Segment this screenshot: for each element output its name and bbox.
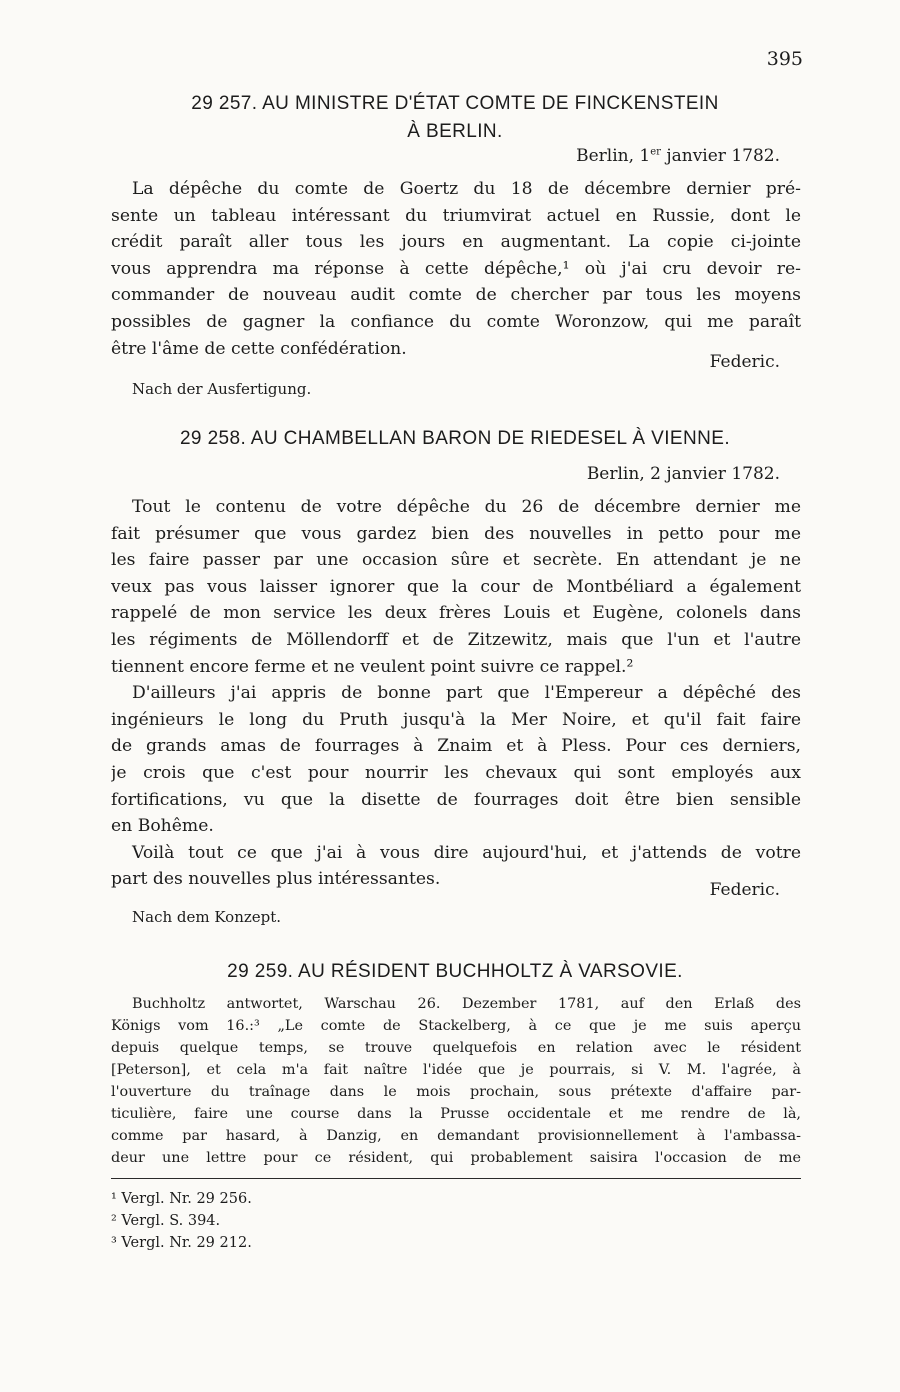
text-line: vous apprendra ma réponse à cette dépêche,¹ où j'ai cru devoir re- [111, 258, 801, 279]
letter-body [111, 176, 801, 362]
text-line: deur une lettre pour ce résident, qui probablement saisira l'occasion de me [111, 1150, 801, 1166]
footnote: ² Vergl. S. 394. [111, 1213, 221, 1229]
footnote: ¹ Vergl. Nr. 29 256. [111, 1191, 252, 1207]
letter-heading [110, 90, 800, 146]
source-note: Nach der Ausfertigung. [132, 380, 312, 398]
page-number: 395 [766, 48, 803, 70]
footnotes [111, 1188, 252, 1254]
text-line: en Bohême. [111, 816, 214, 837]
text-line: Buchholtz antwortet, Warschau 26. Dezember 1781, auf den Erlaß des [132, 996, 801, 1012]
text-line: ticulière, faire une course dans la Prusse occidentale et me rendre de là, [111, 1106, 801, 1122]
text-line: Königs vom 16.:³ „Le comte de Stackelberg, à ce que je me suis aperçu [111, 1018, 801, 1034]
text-line: sente un tableau intéressant du triumvirat actuel en Russie, dont le [111, 205, 801, 226]
signature: Federic. [709, 352, 780, 372]
dateline: Berlin, 1er janvier 1782. [576, 146, 780, 166]
text-line: l'ouverture du traînage dans le mois prochain, sous prétexte d'affaire par- [111, 1084, 801, 1100]
text-line: les régiments de Möllendorff et de Zitzewitz, mais que l'un et l'autre [111, 629, 801, 650]
heading-line: 29 257. AU MINISTRE D'ÉTAT COMTE DE FINCKENSTEIN [191, 93, 719, 114]
signature: Federic. [709, 880, 780, 900]
text-line: possibles de gagner la confiance du comte Woronzow, qui me paraît [111, 311, 801, 332]
text-line: Tout le contenu de votre dépêche du 26 de décembre dernier me [132, 497, 801, 517]
text-line: être l'âme de cette confédération. [111, 338, 407, 359]
footnote-divider [111, 1178, 801, 1179]
text-line: D'ailleurs j'ai appris de bonne part que l'Empereur a dépêché des [132, 683, 801, 704]
text-line: fait présumer que vous gardez bien des nouvelles in petto pour me [111, 523, 801, 544]
letter-heading [110, 425, 800, 453]
dateline: Berlin, 2 janvier 1782. [586, 464, 780, 484]
text-line: comme par hasard, à Danzig, en demandant provisionnellement à l'ambassa- [111, 1128, 801, 1144]
summary-text [111, 993, 801, 1169]
text-line: crédit paraît aller tous les jours en augmentant. La copie ci-jointe [111, 232, 801, 253]
heading-line: 29 259. AU RÉSIDENT BUCHHOLTZ À VARSOVIE. [227, 961, 683, 982]
text-line: ingénieurs le long du Pruth jusqu'à la Mer Noire, et qu'il fait faire [111, 709, 801, 730]
text-line: de grands amas de fourrages à Znaim et à Pless. Pour ces derniers, [111, 736, 801, 757]
text-line: fortifications, vu que la disette de fourrages doit être bien sensible [111, 789, 801, 810]
text-line: je crois que c'est pour nourrir les chevaux qui sont employés aux [111, 762, 801, 783]
letter-body [111, 494, 801, 893]
source-note: Nach dem Konzept. [132, 908, 282, 926]
text-line: les faire passer par une occasion sûre et secrète. En attendant je ne [111, 550, 801, 571]
text-line: tiennent encore ferme et ne veulent point suivre ce rappel.² [111, 656, 634, 677]
text-line: Voilà tout ce que j'ai à vous dire aujourd'hui, et j'attends de votre [132, 842, 801, 863]
text-line: veux pas vous laisser ignorer que la cour de Montbéliard a également [111, 576, 801, 597]
text-line: commander de nouveau audit comte de chercher par tous les moyens [111, 285, 801, 306]
heading-line: 29 258. AU CHAMBELLAN BARON DE RIEDESEL À VIENNE. [179, 428, 731, 449]
text-line: rappelé de mon service les deux frères Louis et Eugène, colonels dans [111, 603, 801, 624]
heading-line: À BERLIN. [407, 121, 503, 142]
text-line: [Peterson], et cela m'a fait naître l'idée que je pourrais, si V. M. l'agrée, à [111, 1062, 801, 1078]
footnote: ³ Vergl. Nr. 29 212. [111, 1235, 252, 1251]
text-line: depuis quelque temps, se trouve quelquefois en relation avec le résident [111, 1040, 801, 1056]
text-line: part des nouvelles plus intéressantes. [111, 869, 441, 890]
text-line: La dépêche du comte de Goertz du 18 de décembre dernier pré- [132, 179, 801, 199]
letter-heading [110, 958, 800, 986]
